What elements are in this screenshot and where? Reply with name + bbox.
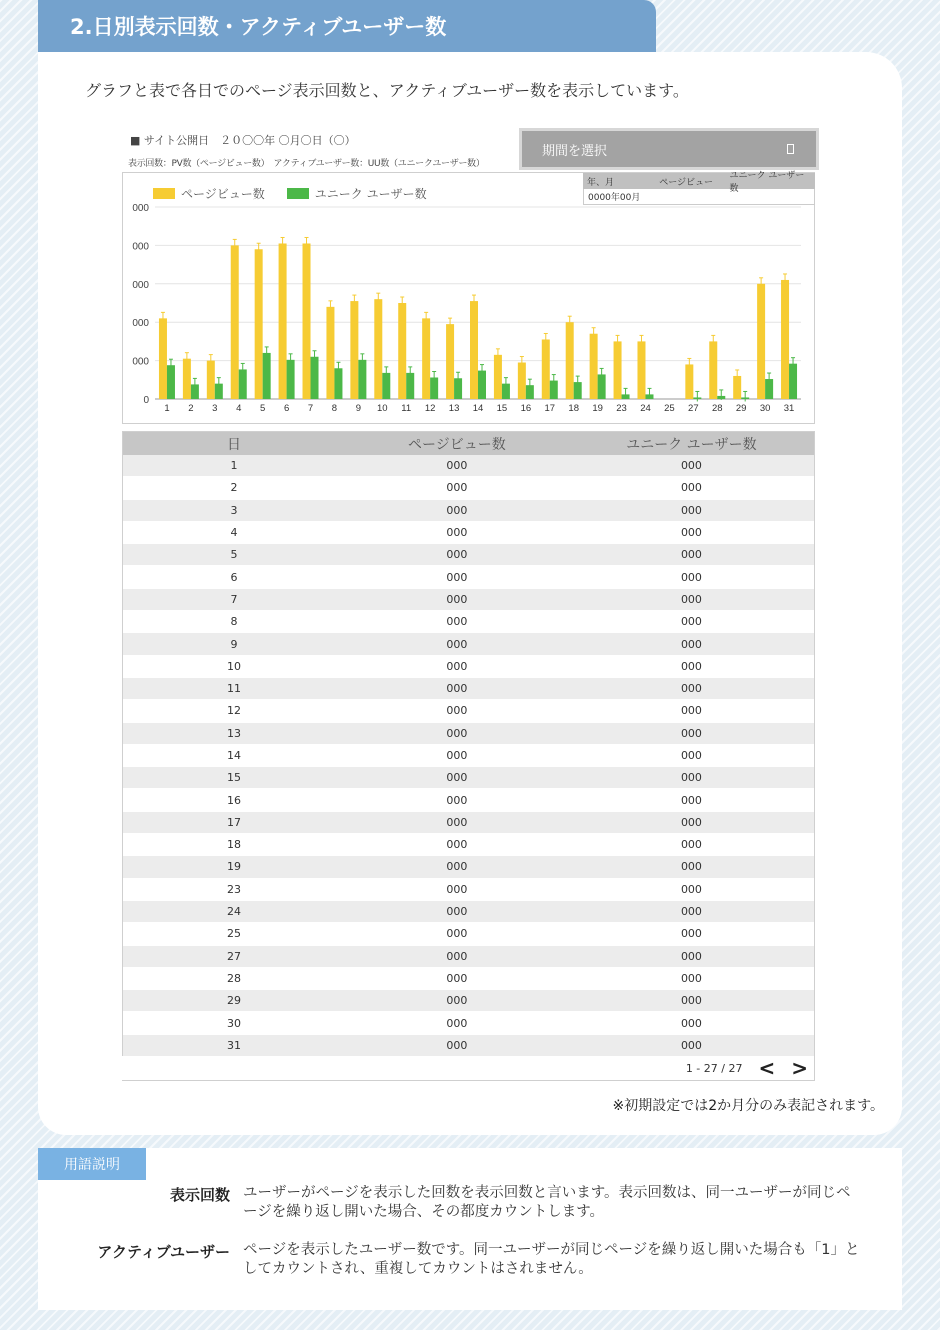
table-row [123,901,814,923]
pv-cell: 000 [446,860,468,874]
table-row [123,500,814,522]
pv-cell: 000 [446,503,468,517]
table-row [123,656,814,678]
day-cell: 17 [226,815,241,829]
day-cell: 14 [226,749,241,762]
x-tick-label: 12 [424,403,436,414]
x-tick-label: 18 [568,403,579,414]
table-row [123,723,814,745]
legend-label-uu: ユニーク ユーザー数 [314,187,427,201]
pv-cell: 000 [446,1016,468,1030]
bar-pageview [255,249,263,399]
day-cell: 30 [226,1016,241,1030]
table-pager [121,1056,814,1080]
uu-cell: 000 [680,749,702,762]
uu-header[interactable]: ユニーク ユーザー数 [626,436,757,453]
table-body [123,455,814,1057]
x-tick-label: 10 [377,403,388,414]
month-value: 0000年00月 [588,193,641,203]
bar-unique-user [358,360,366,399]
x-tick-label: 5 [260,403,266,414]
pv-cell: 000 [446,771,468,785]
day-cell: 12 [226,704,241,718]
uu-cell: 000 [680,526,702,540]
pv-header[interactable]: ページビュー数 [408,436,506,453]
metric-definition: 表示回数：PV数（ページビュー数） アクティブユーザー数：UU数（ユニークユーザー数） [128,159,485,169]
bar-unique-user [239,369,247,399]
glossary-definition: ユーザーがページを表示した回数を表示回数と言います。表示回数は、同一ユーザーが同じページを繰り返し開いた場合、その都度カウントします。 [243,1185,851,1220]
bar-pageview [446,324,454,399]
bar-pageview [422,318,430,399]
x-tick-label: 16 [520,403,532,414]
daily-data-table [122,431,815,1081]
pv-cell: 000 [446,526,468,540]
day-cell: 13 [226,726,241,740]
table-row [123,633,814,655]
table-header [123,432,814,455]
table-row [123,946,814,968]
table-row [123,678,814,700]
pv-cell: 000 [446,570,468,584]
table-row [123,611,814,633]
uu-cell: 000 [680,882,702,896]
legend-label-pv: ページビュー数 [181,187,265,201]
bar-pageview [566,322,574,399]
bar-unique-user [789,364,797,399]
bar-pageview [685,364,693,399]
y-tick-label: 000 [132,279,149,291]
uu-cell: 000 [680,815,702,829]
y-tick-label: 0 [143,395,149,406]
bar-pageview [303,243,311,399]
bar-pageview [231,245,239,399]
pv-cell: 000 [446,749,468,762]
uu-cell: 000 [680,726,702,740]
uu-cell: 000 [680,927,702,941]
pv-cell: 000 [446,459,468,473]
bar-pageview [590,334,598,399]
day-cell: 8 [230,615,238,629]
bar-unique-user [478,371,486,399]
bar-pageview [350,301,358,399]
pv-cell: 000 [446,615,468,629]
pv-cell: 000 [446,592,468,606]
x-tick-label: 11 [401,403,412,414]
day-cell: 4 [230,526,238,540]
y-tick-label: 000 [132,318,149,330]
bar-pageview [614,341,622,399]
table-row [123,812,814,834]
legend-item-uu [287,185,427,202]
section-header [38,0,656,52]
x-tick-label: 4 [236,403,242,414]
uu-cell: 000 [680,860,702,874]
bar-unique-user [167,365,175,399]
table-row [123,767,814,789]
legend-item-pv [153,185,265,202]
x-tick-label: 13 [448,403,460,414]
x-tick-label: 8 [331,403,338,414]
bar-pageview [470,301,478,399]
day-cell: 11 [226,682,241,696]
day-header[interactable]: 日 [226,436,241,453]
uu-cell: 000 [680,838,702,852]
pv-cell: 000 [446,815,468,829]
glossary-definition: ページを表示したユーザー数です。同一ユーザーが同じページを繰り返し開いた場合も「1」としてカウントされ、重複してカウントはされません。 [243,1242,860,1277]
x-tick-label: 25 [664,403,675,414]
x-tick-label: 1 [164,403,170,414]
day-cell: 16 [226,793,241,807]
day-cell: 23 [226,882,241,896]
month-summary-header [583,171,815,194]
bar-pageview [183,359,191,399]
bar-pageview [279,243,287,399]
y-tick-label: 000 [132,356,149,368]
pv-cell: 000 [446,838,468,852]
table-row [123,522,814,544]
table-row [123,879,814,901]
pv-cell: 000 [446,1038,468,1052]
x-tick-label: 28 [711,403,723,414]
day-cell: 29 [226,994,241,1008]
x-tick-label: 31 [783,403,795,414]
month-summary-table [583,173,815,205]
pagination-label: 1 - 27 / 27 [685,1061,743,1075]
bar-pageview [494,355,502,399]
day-cell: 15 [226,771,241,785]
day-cell: 25 [226,927,241,941]
bar-pageview [781,280,789,399]
x-tick-label: 19 [592,403,603,414]
bar-pageview [518,363,526,399]
chevron-right-icon[interactable]: > [791,1056,808,1080]
table-row [123,1012,814,1034]
table-row [123,544,814,566]
bar-pageview [326,307,334,399]
pv-cell: 000 [446,793,468,807]
day-cell: 28 [226,971,241,985]
pv-col-header: ページビュー [659,177,714,188]
bar-pageview [398,303,406,399]
day-cell: 27 [226,949,241,963]
glossary-term: 表示回数 [169,1186,230,1204]
glossary-term: アクティブユーザー [97,1243,230,1261]
chevron-left-icon[interactable]: < [758,1056,776,1080]
pv-cell: 000 [446,927,468,941]
launch-date-label: ■ サイト公開日 ２０〇〇年 〇月〇日（〇） [130,134,356,147]
table-row [123,566,814,588]
day-cell: 10 [226,659,241,673]
uu-cell: 000 [680,682,702,696]
pv-cell: 000 [446,682,468,696]
table-row [123,1035,814,1057]
uu-cell: 000 [680,637,702,651]
day-cell: 2 [230,481,238,495]
day-cell: 5 [230,548,238,562]
bar-unique-user [263,353,271,399]
table-row [123,477,814,499]
uu-cell: 000 [680,905,702,919]
x-tick-label: 17 [544,403,556,414]
uu-cell: 000 [680,1038,702,1052]
bar-unique-user [287,360,295,399]
section-title: 2.日別表示回数・アクティブユーザー数 [70,15,447,39]
period-select-button[interactable] [519,128,819,170]
x-tick-label: 23 [616,403,627,414]
uu-col-header: ユニーク ユーザー数 [729,171,805,194]
x-tick-label: 24 [640,403,651,414]
table-row [123,923,814,945]
uu-cell: 000 [680,793,702,807]
table-row [123,455,814,477]
day-cell: 7 [230,592,238,606]
uu-cell: 000 [680,548,702,562]
day-cell: 9 [230,637,238,651]
y-tick-label: 000 [132,241,149,253]
day-cell: 18 [226,838,241,852]
chart-panel [122,172,815,424]
bar-unique-user [311,357,319,399]
x-tick-label: 27 [688,403,699,414]
bar-pageview [207,361,215,399]
intro-text: グラフと表で各日でのページ表示回数と、アクティブユーザー数を表示しています。 [85,81,689,100]
day-cell: 1 [230,459,238,473]
table-row [123,834,814,856]
bar-pageview [709,341,717,399]
period-select-label: 期間を選択 [542,143,608,159]
pv-cell: 000 [446,971,468,985]
pv-cell: 000 [446,905,468,919]
uu-cell: 000 [680,771,702,785]
y-tick-label: 000 [132,203,149,214]
footnote: ※初期設定では2か月分のみ表記されます。 [612,1098,884,1114]
pv-cell: 000 [446,481,468,495]
pv-cell: 000 [446,637,468,651]
table-row [123,968,814,990]
pv-cell: 000 [446,949,468,963]
uu-cell: 000 [680,592,702,606]
uu-cell: 000 [680,994,702,1008]
calendar-icon [787,144,794,154]
x-tick-label: 3 [212,403,218,414]
table-row [123,700,814,722]
x-tick-label: 29 [735,403,747,414]
day-cell: 24 [226,905,241,919]
uu-cell: 000 [680,459,702,473]
report-card [38,52,902,1135]
table-row [123,856,814,878]
chart-legend [153,185,427,202]
pv-cell: 000 [446,882,468,896]
month-col-header: 年、月 [587,177,615,188]
day-cell: 3 [230,503,238,517]
table-row [123,745,814,767]
glossary-card [38,1148,902,1310]
bar-chart [123,173,816,425]
uu-cell: 000 [680,1016,702,1030]
uu-cell: 000 [680,971,702,985]
table-row [123,990,814,1012]
pv-cell: 000 [446,659,468,673]
x-tick-label: 30 [759,403,771,414]
uu-cell: 000 [680,503,702,517]
x-tick-label: 14 [472,403,484,414]
pv-cell: 000 [446,704,468,718]
glossary-tag: 用語説明 [38,1148,146,1180]
pv-cell: 000 [446,994,468,1008]
x-tick-label: 15 [496,403,508,414]
uu-cell: 000 [680,949,702,963]
uu-cell: 000 [680,704,702,718]
bar-pageview [159,318,167,399]
bar-pageview [542,339,550,399]
legend-swatch-pv [153,188,175,199]
x-tick-label: 7 [307,403,314,414]
day-cell: 6 [230,570,238,584]
x-tick-label: 6 [283,403,290,414]
pv-cell: 000 [446,726,468,740]
bar-pageview [637,341,645,399]
bar-pageview [374,299,382,399]
day-cell: 19 [226,860,241,874]
day-cell: 31 [226,1038,241,1052]
x-tick-label: 9 [355,403,362,414]
legend-swatch-uu [287,188,309,199]
uu-cell: 000 [680,570,702,584]
x-tick-label: 2 [188,403,194,414]
table-row [123,789,814,811]
table-row [123,589,814,611]
bar-unique-user [334,368,342,399]
uu-cell: 000 [680,659,702,673]
bar-pageview [757,284,765,399]
uu-cell: 000 [680,481,702,495]
uu-cell: 000 [680,615,702,629]
pv-cell: 000 [446,548,468,562]
